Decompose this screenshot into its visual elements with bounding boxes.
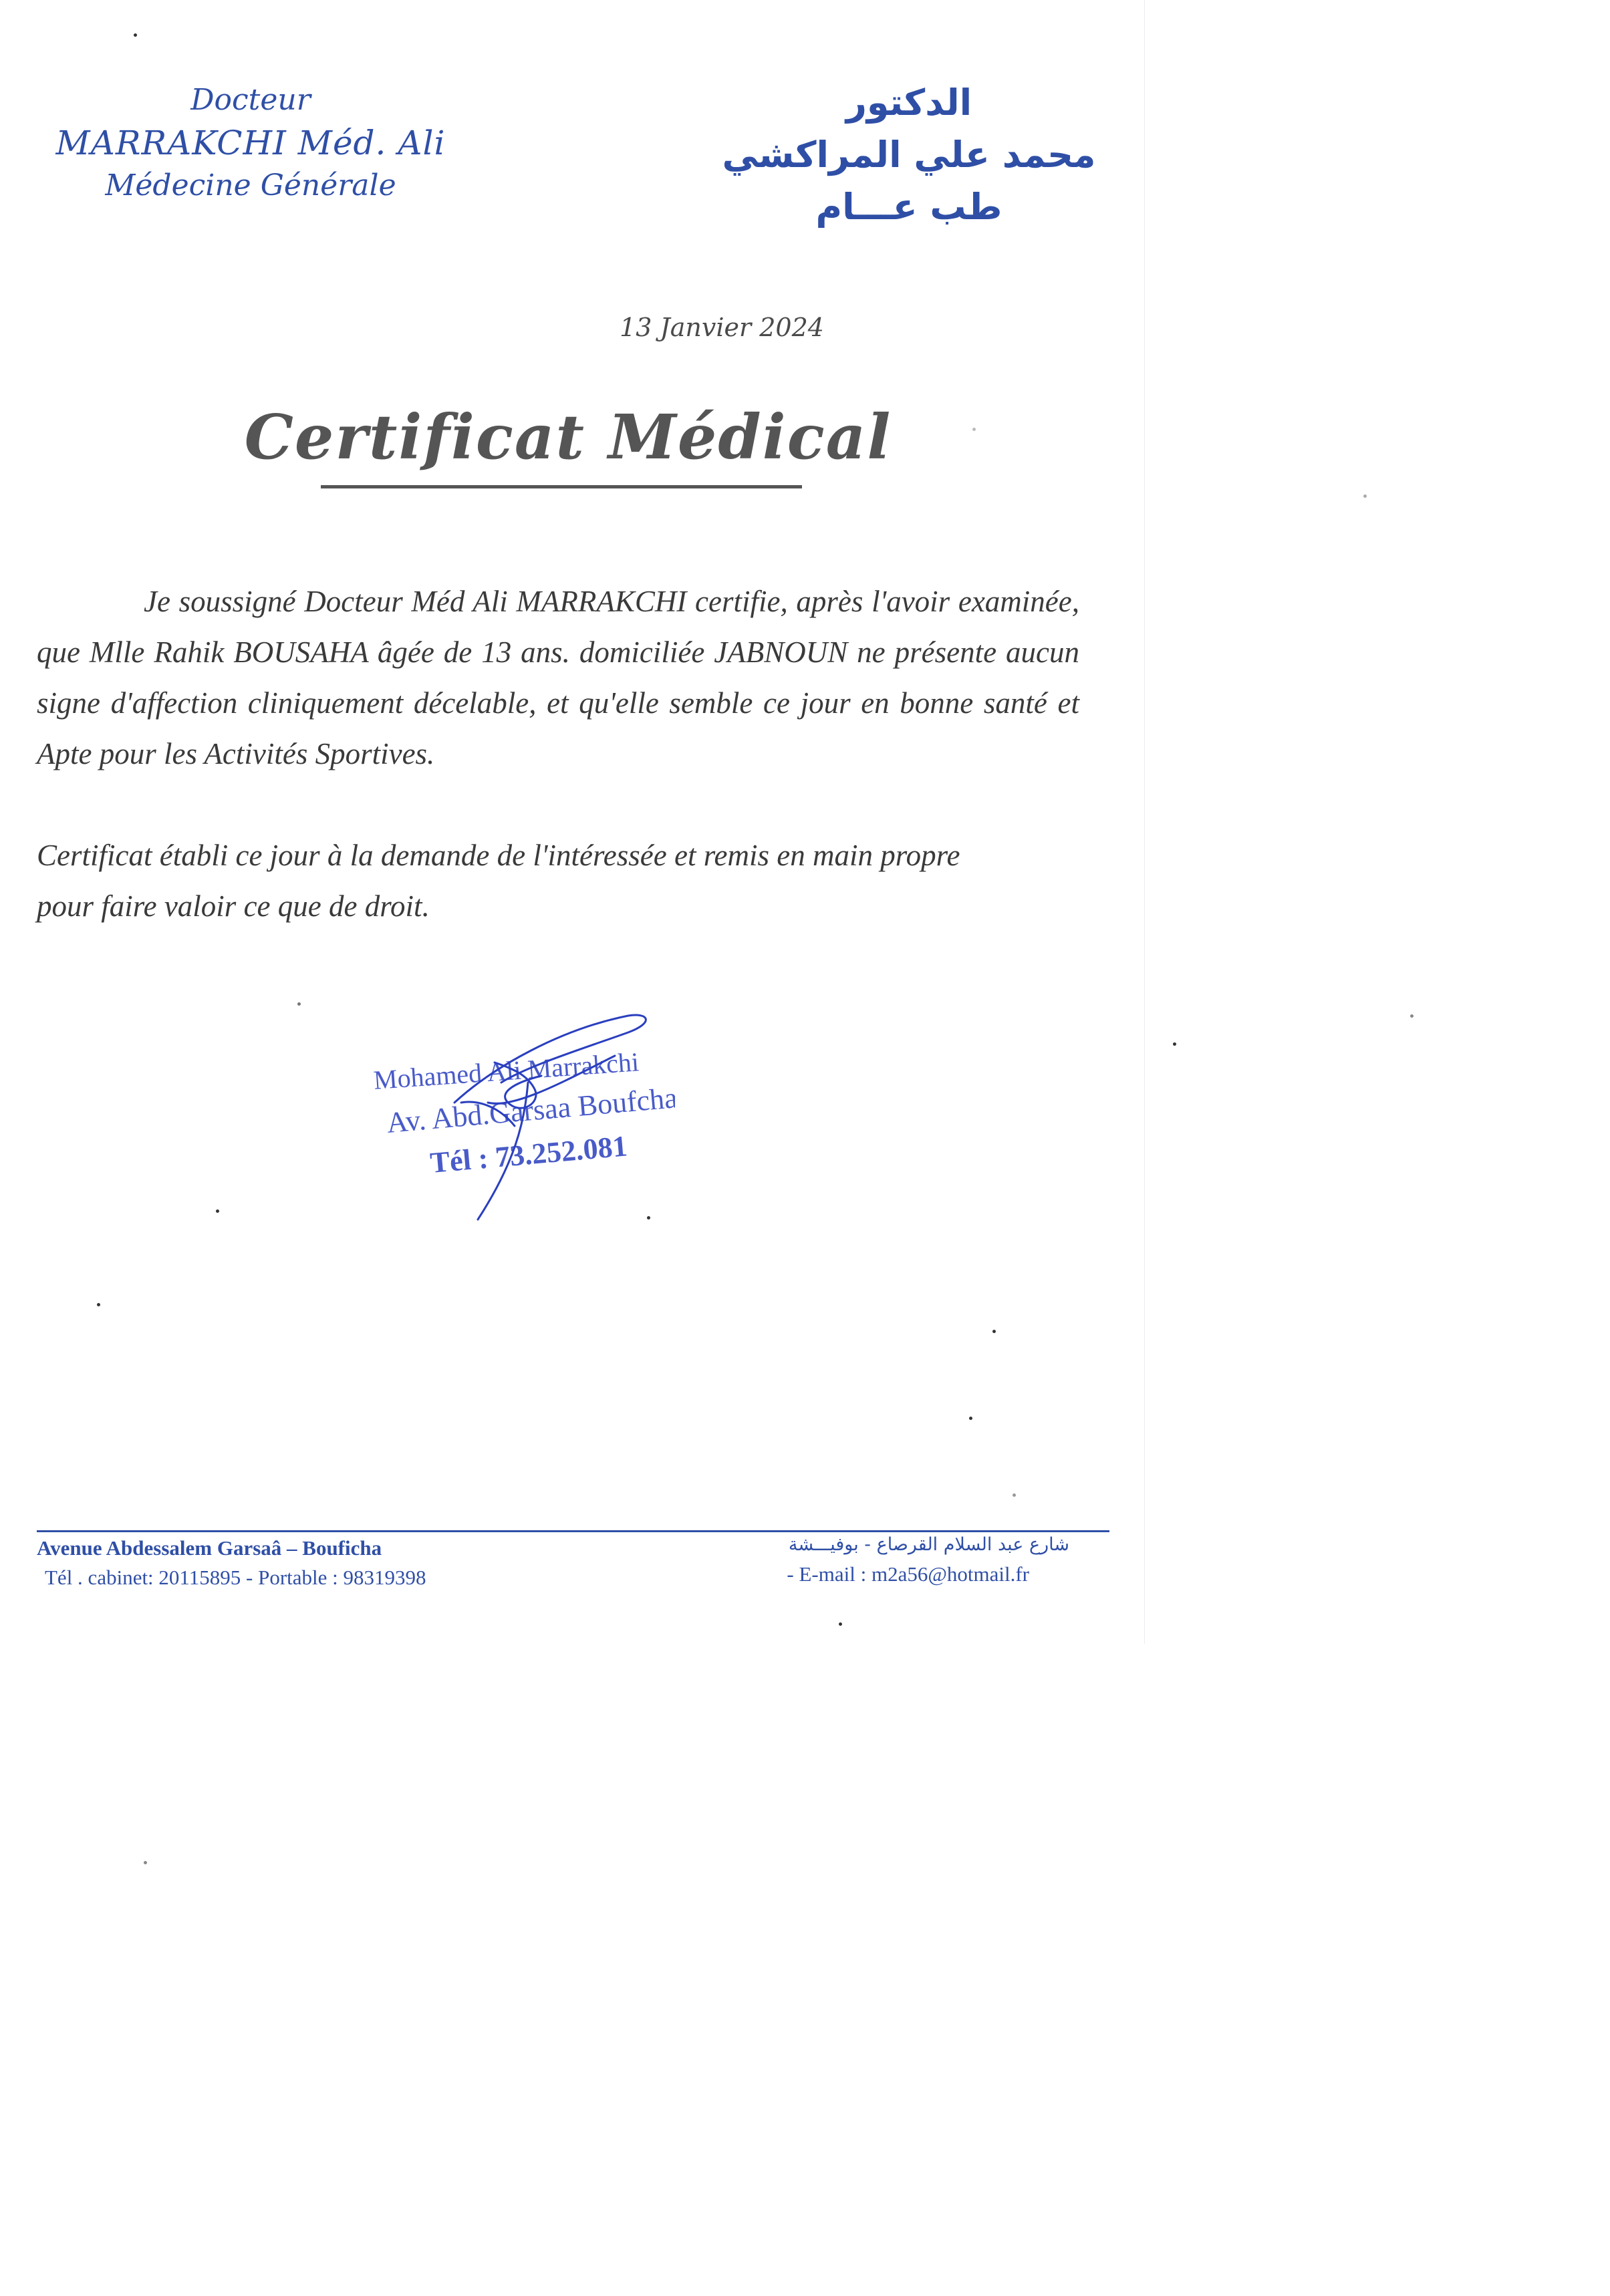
doctor-stamp-signature [361, 1002, 675, 1223]
footer-contact-right [722, 1530, 1069, 1589]
scan-speck [1173, 1042, 1176, 1046]
scan-speck [134, 33, 137, 37]
stamp-line-1: Mohamed Ali Marrakchi [372, 1046, 640, 1095]
header-ar-specialty: طب عـــام [815, 186, 1002, 228]
footer-email: - E-mail : m2a56@hotmail.fr [787, 1562, 1029, 1586]
scan-speck [647, 1216, 650, 1219]
doctor-header-french [37, 79, 464, 207]
scan-speck [1013, 1493, 1016, 1497]
certificate-body-paragraph-2 [37, 830, 1079, 931]
certificate-body-paragraph-1: Je soussigné Docteur Méd Ali MARRAKCHI certifie, après l'avoir examinée, que Mlle Rahik BOUSAHA âgée de 13 ans. domiciliée JABNOUN ne présente aucun signe d'affection cliniquement décelable, et qu'elle semble ce jour en bonne santé et Apte pour les Activités Sportives. [37, 585, 1079, 770]
header-title-docteur: Docteur [190, 83, 311, 117]
scan-speck [972, 428, 976, 431]
stamp-line-2: Av. Abd.Garsaa Boufcha [385, 1081, 675, 1139]
header-specialty: Médecine Générale [105, 168, 396, 202]
scan-speck [1363, 494, 1367, 498]
scan-speck [839, 1622, 842, 1626]
footer-address: Avenue Abdessalem Garsaâ – Bouficha [37, 1536, 382, 1560]
scan-speck [969, 1417, 972, 1420]
doctor-header-arabic [708, 77, 1109, 233]
certificate-title: Certificat Médical [244, 401, 892, 473]
stamp-graphic [361, 1002, 675, 1223]
scan-speck [144, 1861, 147, 1864]
scan-speck [97, 1303, 100, 1306]
header-ar-title: الدكتور [845, 82, 972, 124]
scan-speck [1410, 1014, 1414, 1018]
footer-contact-left [37, 1534, 426, 1592]
scan-edge [1144, 0, 1145, 1644]
paragraph-2-line-2: pour faire valoir ce que de droit. [37, 889, 430, 923]
footer-phones: Tél . cabinet: 20115895 - Portable : 98319398 [45, 1566, 426, 1589]
header-ar-name: محمد علي المراكشي [722, 134, 1096, 176]
scan-speck [297, 1002, 301, 1006]
certificate-date: 13 Janvier 2024 [620, 313, 824, 342]
scan-speck [992, 1330, 996, 1333]
scan-speck [216, 1209, 219, 1213]
footer-address-arabic: شارع عبد السلام القرصاع - بوفيـــشة [788, 1534, 1069, 1555]
title-underline [321, 485, 802, 488]
paragraph-2-line-1: Certificat établi ce jour à la demande de l'intéressée et remis en main propre [37, 839, 960, 872]
stamp-line-3: Tél : 73.252.081 [428, 1129, 629, 1179]
header-doctor-name: MARRAKCHI Méd. Ali [55, 124, 446, 162]
